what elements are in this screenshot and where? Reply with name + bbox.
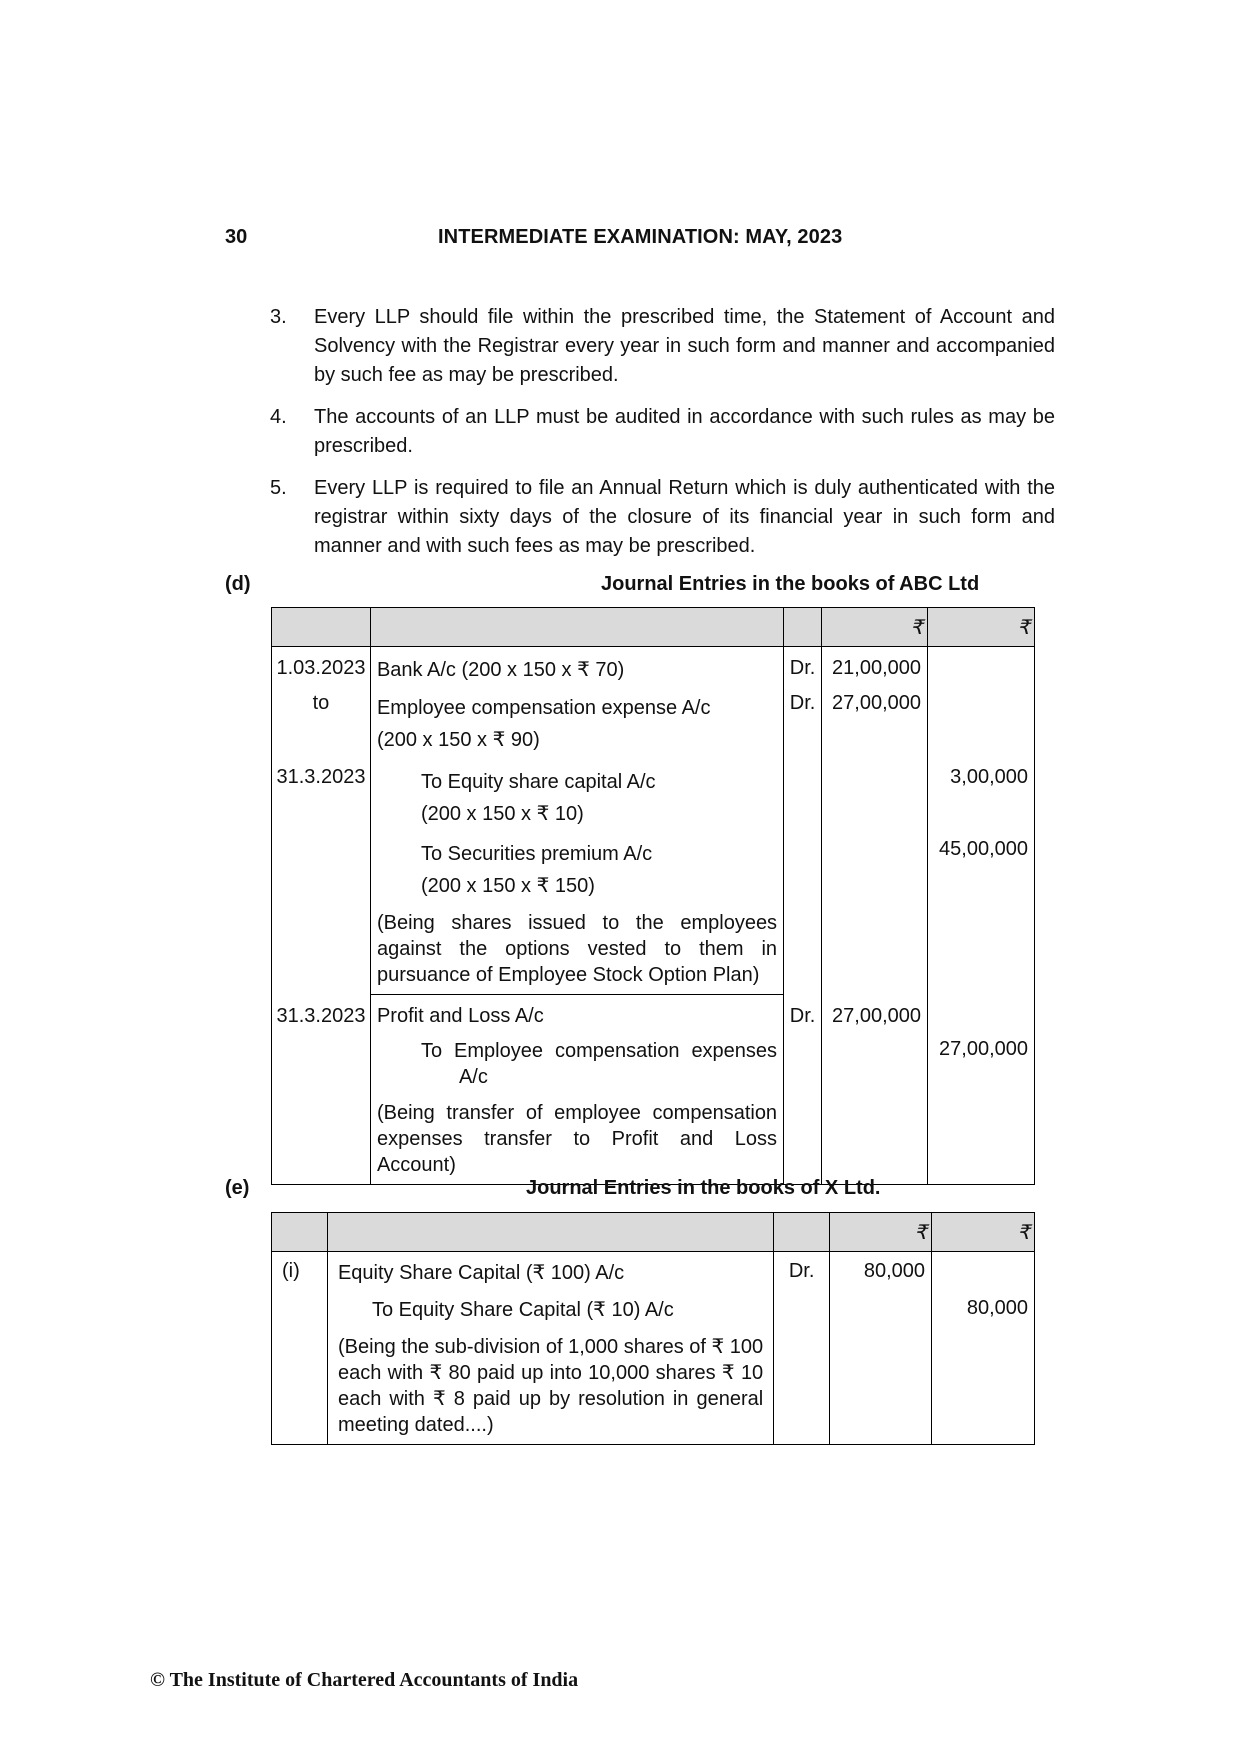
list-item-number: 5. [270,477,287,499]
rupee-header: ₹ [928,608,1035,647]
table-row [272,1028,1035,1090]
particulars-line: To Equity share capital A/c [420,771,656,793]
entry-date: to [272,688,371,756]
rupee-header: ₹ [830,1213,932,1252]
particulars-line: To Employee compensation expenses [420,1040,778,1062]
rupee-header: ₹ [932,1213,1035,1252]
particulars-line: (200 x 150 x ₹ 150) [420,875,595,897]
dr-marker: Dr. [784,688,822,756]
table-row [272,647,1035,689]
dr-marker: Dr. [784,647,822,689]
credit-amount: 3,00,000 [928,756,1035,830]
particulars-line: A/c [458,1066,488,1088]
table-header-row [272,608,1035,647]
narration: (Being the sub-division of 1,000 shares of ₹ 100 each with ₹ 80 paid up into 10,000 shares ₹ 10 each with ₹ 8 paid up by resolution in general meeting dated....) [327,1322,773,1445]
table-row [272,902,1035,995]
copyright-footer: © The Institute of Chartered Accountants of India [150,1669,579,1691]
debit-amount: 21,00,000 [822,647,928,689]
entry-particulars [370,688,783,756]
section-e-label: (e) [225,1177,250,1199]
particulars-line: To Securities premium A/c [420,843,653,865]
section-e-title: Journal Entries in the books of X Ltd. [526,1177,881,1199]
entry-particulars [370,830,783,902]
entry-particulars: To Equity Share Capital (₹ 10) A/c [327,1285,773,1322]
narration: (Being transfer of employee compensation expenses transfer to Profit and Loss Account) [370,1090,783,1185]
table-row [272,830,1035,902]
list-item-text: Every LLP is required to file an Annual Return which is duly authenticated with the registrar within sixty days of the closure of its financial year in such form and manner and with such fees as may be prescribed. [314,477,1055,557]
table-row [272,1322,1035,1445]
page-number: 30 [225,226,248,248]
particulars-line: (200 x 150 x ₹ 90) [376,729,540,751]
table-header-row [272,1213,1035,1252]
debit-amount: 27,00,000 [822,688,928,756]
table-row [272,688,1035,756]
list-item-number: 4. [270,406,287,428]
narration: (Being shares issued to the employees against the options vested to them in pursuance of Employee Stock Option Plan) [370,902,783,995]
list-item-text: The accounts of an LLP must be audited in accordance with such rules as may be prescribed. [314,406,1055,457]
particulars-line: Employee compensation expense A/c [376,697,711,719]
entry-particulars [370,1028,783,1090]
list-item-text: Every LLP should file within the prescribed time, the Statement of Account and Solvency with the Registrar every year in such form and manner and accompanied by such fee as may be prescribed. [314,306,1055,386]
journal-table-x [271,1212,1035,1445]
credit-amount: 80,000 [932,1285,1035,1322]
dr-marker: Dr. [774,1252,830,1286]
journal-table-abc [271,607,1035,1185]
dr-marker: Dr. [784,995,822,1029]
credit-amount: 27,00,000 [928,1028,1035,1090]
entry-particulars: Equity Share Capital (₹ 100) A/c [327,1252,773,1286]
rupee-header: ₹ [822,608,928,647]
entry-date: 31.3.2023 [272,756,371,830]
entry-date: 1.03.2023 [272,647,371,689]
table-row [272,756,1035,830]
entry-particulars [370,756,783,830]
table-row [272,1252,1035,1286]
entry-date: 31.3.2023 [272,995,371,1029]
entry-number: (i) [272,1252,328,1286]
list-item-number: 3. [270,306,287,328]
entry-particulars: Profit and Loss A/c [370,995,783,1029]
section-d-title: Journal Entries in the books of ABC Ltd [601,573,980,595]
credit-amount: 45,00,000 [928,830,1035,902]
table-row [272,1285,1035,1322]
table-row [272,1090,1035,1185]
debit-amount: 27,00,000 [822,995,928,1029]
particulars-line: (200 x 150 x ₹ 10) [420,803,584,825]
table-row [272,995,1035,1029]
section-d-label: (d) [225,573,251,595]
debit-amount: 80,000 [830,1252,932,1286]
page-header-title: INTERMEDIATE EXAMINATION: MAY, 2023 [438,226,843,248]
entry-particulars: Bank A/c (200 x 150 x ₹ 70) [370,647,783,689]
